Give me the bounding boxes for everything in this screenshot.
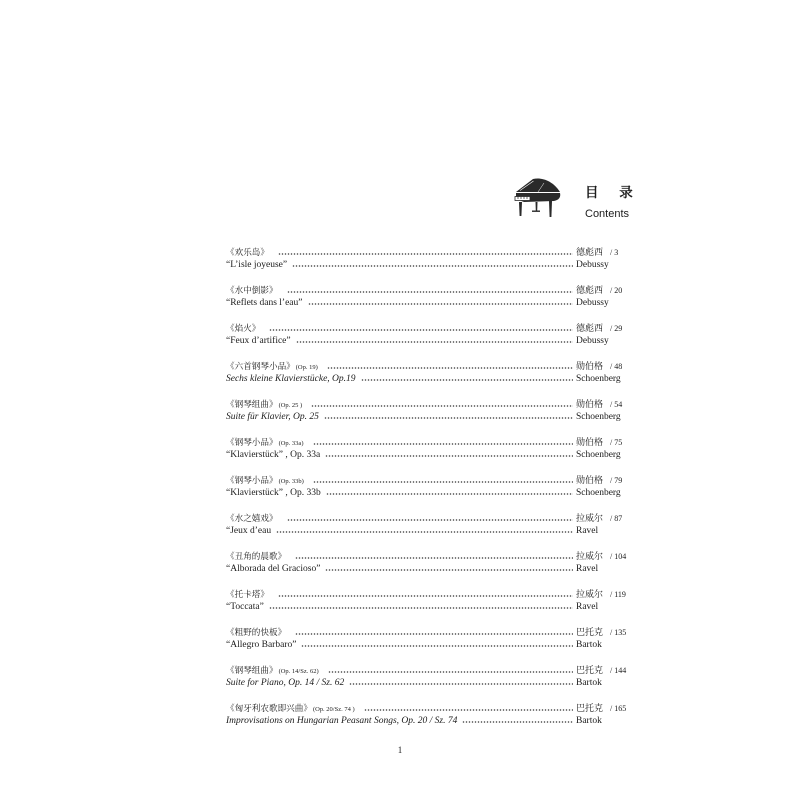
toc-title-en: “Feux d’artifice” (226, 336, 291, 346)
toc-line-chinese (226, 246, 632, 259)
toc-entry (226, 702, 632, 728)
contents-title-en: Contents (585, 208, 630, 220)
toc-page: / 119 (610, 590, 626, 599)
toc-composer-cn: 勋伯格 (576, 400, 604, 410)
toc-page: / 48 (610, 362, 623, 371)
toc-line-chinese (226, 398, 632, 411)
toc-composer-en: Bartok (576, 640, 602, 650)
toc-composer-en: Schoenberg (576, 374, 621, 384)
toc-line-chinese (226, 474, 632, 487)
toc-right-cn (576, 588, 632, 602)
toc-composer-cn: 德彪西 (576, 286, 604, 296)
toc-title-cn: 《水中倒影》 (226, 286, 278, 296)
toc-right-cn (576, 664, 632, 678)
toc-right-cn (576, 512, 632, 526)
toc-line-english (226, 259, 632, 272)
toc-right-en (576, 411, 632, 424)
toc-title-cn: 《六首钢琴小品》 (226, 362, 295, 372)
dot-leader (287, 291, 573, 293)
dot-leader (301, 645, 573, 647)
toc-line-english (226, 373, 632, 386)
toc-opus: (Op. 33b) (278, 478, 304, 485)
toc-composer-cn: 巴托克 (576, 704, 604, 714)
toc-right-en (576, 297, 632, 310)
piano-icon (514, 177, 562, 219)
toc-right-en (576, 259, 632, 272)
toc-opus: (Op. 25 ) (278, 402, 303, 409)
toc-entry (226, 436, 632, 462)
toc-composer-en: Ravel (576, 602, 599, 612)
toc-title-en: “Allegro Barbaro” (226, 640, 297, 650)
toc-composer-en: Debussy (576, 298, 609, 308)
toc-entry (226, 360, 632, 386)
dot-leader (308, 303, 574, 305)
toc-entry (226, 398, 632, 424)
toc-right-cn (576, 626, 632, 640)
toc-page: / 29 (610, 324, 623, 333)
dot-leader (328, 671, 573, 673)
toc-entry (226, 588, 632, 614)
toc-composer-en: Ravel (576, 564, 599, 574)
toc-composer-en: Bartok (576, 678, 602, 688)
toc-line-english (226, 715, 632, 728)
toc-page: / 87 (610, 514, 623, 523)
toc-composer-cn: 巴托克 (576, 666, 604, 676)
dot-leader (269, 329, 573, 331)
toc-composer-en: Bartok (576, 716, 602, 726)
toc-title-en: Suite für Klavier, Op. 25 (226, 412, 319, 422)
toc-opus: (Op. 20/Sz. 74 ) (312, 706, 355, 713)
toc-entry (226, 664, 632, 690)
page-number: 1 (397, 745, 403, 755)
table-of-contents (226, 246, 632, 736)
toc-page: / 144 (610, 666, 627, 675)
toc-line-english (226, 563, 632, 576)
toc-composer-en: Schoenberg (576, 488, 621, 498)
dot-leader (287, 519, 573, 521)
toc-title-cn: 《丑角的晨歌》 (226, 552, 287, 562)
dot-leader (276, 531, 573, 533)
toc-page: / 20 (610, 286, 623, 295)
toc-composer-en: Debussy (576, 336, 609, 346)
toc-entry (226, 322, 632, 348)
dot-leader (326, 493, 573, 495)
toc-title-en: Improvisations on Hungarian Peasant Songs, Op. 20 / Sz. 74 (226, 716, 458, 726)
toc-title-cn: 《钢琴组曲》 (226, 666, 278, 676)
toc-title-en: “Klavierstück” , Op. 33b (226, 488, 321, 498)
toc-line-chinese (226, 322, 632, 335)
toc-right-en (576, 563, 632, 576)
toc-line-chinese (226, 360, 632, 373)
toc-right-cn (576, 322, 632, 336)
toc-right-en (576, 373, 632, 386)
toc-title-en: Suite for Piano, Op. 14 / Sz. 62 (226, 678, 345, 688)
dot-leader (278, 253, 573, 255)
dot-leader (349, 683, 573, 685)
toc-line-chinese (226, 702, 632, 715)
toc-composer-cn: 德彪西 (576, 248, 604, 258)
toc-entry (226, 550, 632, 576)
toc-right-en (576, 639, 632, 652)
toc-right-cn (576, 474, 632, 488)
toc-right-en (576, 449, 632, 462)
dot-leader (462, 721, 573, 723)
toc-right-cn (576, 550, 632, 564)
dot-leader (364, 709, 573, 711)
toc-composer-cn: 拉威尔 (576, 552, 604, 562)
toc-line-chinese (226, 436, 632, 449)
toc-title-cn: 《托卡塔》 (226, 590, 269, 600)
toc-page: / 104 (610, 552, 627, 561)
toc-composer-en: Debussy (576, 260, 609, 270)
toc-right-en (576, 677, 632, 690)
toc-line-english (226, 677, 632, 690)
toc-title-cn: 《水之嬉戏》 (226, 514, 278, 524)
toc-title-cn: 《焰火》 (226, 324, 261, 334)
toc-line-chinese (226, 588, 632, 601)
toc-page: / 54 (610, 400, 623, 409)
dot-leader (295, 557, 573, 559)
toc-entry (226, 512, 632, 538)
dot-leader (327, 367, 573, 369)
toc-title-cn: 《匈牙利农歌即兴曲》 (226, 704, 312, 714)
toc-right-en (576, 487, 632, 500)
toc-page: / 79 (610, 476, 623, 485)
toc-composer-en: Ravel (576, 526, 599, 536)
dot-leader (296, 341, 573, 343)
toc-title-en: “Toccata” (226, 602, 264, 612)
toc-composer-en: Schoenberg (576, 412, 621, 422)
dot-leader (324, 417, 573, 419)
toc-page: / 135 (610, 628, 627, 637)
toc-title-en: “L’isle joyeuse” (226, 260, 288, 270)
toc-title-en: “Klavierstück” , Op. 33a (226, 450, 321, 460)
toc-right-en (576, 525, 632, 538)
toc-line-chinese (226, 284, 632, 297)
toc-composer-cn: 勋伯格 (576, 476, 604, 486)
toc-right-en (576, 335, 632, 348)
dot-leader (325, 569, 573, 571)
dot-leader (292, 265, 573, 267)
dot-leader (313, 443, 574, 445)
toc-line-english (226, 335, 632, 348)
toc-page: / 75 (610, 438, 623, 447)
toc-title-en: “Jeux d’eau (226, 526, 272, 536)
toc-title-cn: 《钢琴组曲》 (226, 400, 278, 410)
toc-page: / 165 (610, 704, 627, 713)
toc-line-english (226, 449, 632, 462)
toc-entry (226, 626, 632, 652)
toc-entry (226, 246, 632, 272)
toc-opus: (Op. 14/Sz. 62) (278, 668, 319, 675)
toc-composer-cn: 勋伯格 (576, 438, 604, 448)
toc-composer-cn: 拉威尔 (576, 590, 604, 600)
toc-title-en: “Reflets dans l’eau” (226, 298, 303, 308)
toc-line-english (226, 411, 632, 424)
toc-opus: (Op. 19) (295, 364, 318, 371)
dot-leader (295, 633, 573, 635)
toc-title-en: “Alborada del Gracioso” (226, 564, 321, 574)
toc-right-cn (576, 246, 632, 260)
toc-composer-en: Schoenberg (576, 450, 621, 460)
toc-line-english (226, 639, 632, 652)
contents-title-cn: 目 录 (585, 185, 641, 201)
toc-title-en: Sechs kleine Klavierstücke, Op.19 (226, 374, 356, 384)
toc-title-cn: 《欢乐岛》 (226, 248, 269, 258)
dot-leader (361, 379, 573, 381)
toc-line-chinese (226, 512, 632, 525)
dot-leader (278, 595, 573, 597)
toc-page: / 3 (610, 248, 619, 257)
toc-title-cn: 《钢琴小品》 (226, 438, 278, 448)
toc-composer-cn: 德彪西 (576, 324, 604, 334)
dot-leader (313, 481, 573, 483)
toc-right-cn (576, 360, 632, 374)
toc-line-chinese (226, 626, 632, 639)
toc-right-cn (576, 284, 632, 298)
toc-opus: (Op. 33a) (278, 440, 304, 447)
toc-title-cn: 《粗野的快板》 (226, 628, 287, 638)
toc-line-english (226, 297, 632, 310)
dot-leader (269, 607, 573, 609)
toc-line-chinese (226, 664, 632, 677)
toc-line-english (226, 601, 632, 614)
toc-right-cn (576, 436, 632, 450)
toc-composer-cn: 拉威尔 (576, 514, 604, 524)
toc-composer-cn: 巴托克 (576, 628, 604, 638)
toc-right-en (576, 601, 632, 614)
toc-right-cn (576, 398, 632, 412)
toc-right-cn (576, 702, 632, 716)
dot-leader (311, 405, 573, 407)
dot-leader (325, 455, 573, 457)
toc-entry (226, 284, 632, 310)
toc-line-chinese (226, 550, 632, 563)
toc-line-english (226, 525, 632, 538)
toc-line-english (226, 487, 632, 500)
toc-composer-cn: 勋伯格 (576, 362, 604, 372)
toc-right-en (576, 715, 632, 728)
toc-entry (226, 474, 632, 500)
toc-title-cn: 《钢琴小品》 (226, 476, 278, 486)
